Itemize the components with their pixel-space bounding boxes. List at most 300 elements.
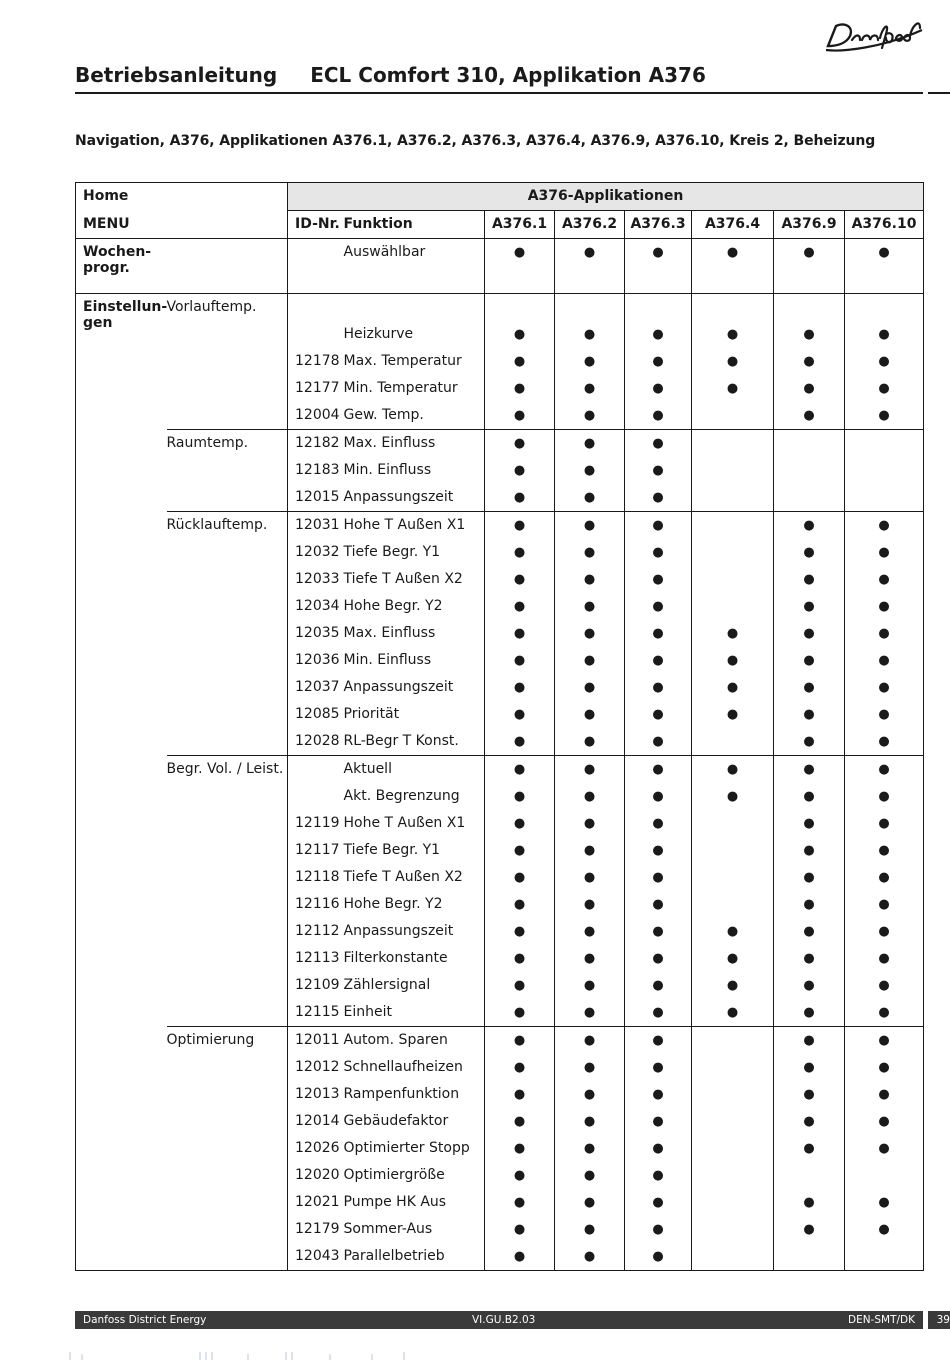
function-cell: Anpassungszeit	[343, 489, 454, 505]
availability-dot-icon: ●	[583, 381, 596, 396]
availability-cell	[555, 647, 625, 674]
function-cell: Max. Einfluss	[343, 625, 436, 641]
availability-dot-icon: ●	[583, 572, 596, 587]
availability-dot-icon: ●	[803, 327, 815, 342]
function-cell: Heizkurve	[343, 326, 414, 342]
availability-cell	[692, 810, 774, 837]
availability-dot-icon: ●	[726, 789, 739, 804]
availability-dot-icon: ●	[513, 572, 526, 587]
availability-dot-icon: ●	[583, 1005, 596, 1020]
availability-cell	[555, 294, 625, 322]
id-cell: 12021	[288, 1189, 344, 1216]
availability-dot-icon: ●	[652, 545, 664, 560]
availability-cell	[774, 620, 845, 647]
home-label: Home	[76, 183, 288, 211]
availability-dot-icon: ●	[878, 816, 890, 831]
availability-dot-icon: ●	[726, 924, 739, 939]
function-cell: Hohe Begr. Y2	[343, 598, 443, 614]
function-cell: Filterkonstante	[343, 950, 448, 966]
availability-cell	[845, 566, 924, 593]
availability-cell	[625, 945, 692, 972]
availability-cell	[485, 701, 555, 728]
availability-cell	[555, 321, 625, 348]
availability-dot-icon: ●	[652, 327, 664, 342]
availability-cell	[692, 566, 774, 593]
id-cell: 12013	[288, 1081, 344, 1108]
function-cell: Gew. Temp.	[343, 407, 424, 423]
function-cell: Optimierter Stopp	[343, 1140, 470, 1156]
availability-dot-icon: ●	[652, 816, 664, 831]
availability-dot-icon: ●	[583, 707, 596, 722]
function-cell: Schnellaufheizen	[343, 1059, 463, 1075]
availability-dot-icon: ●	[652, 1005, 664, 1020]
availability-cell	[774, 266, 845, 294]
availability-cell	[692, 1162, 774, 1189]
availability-dot-icon: ●	[652, 843, 664, 858]
availability-dot-icon: ●	[878, 1195, 890, 1210]
availability-dot-icon: ●	[878, 599, 890, 614]
availability-cell	[774, 539, 845, 566]
availability-cell	[774, 1081, 845, 1108]
availability-dot-icon: ●	[878, 707, 890, 722]
availability-cell	[555, 701, 625, 728]
availability-cell	[845, 402, 924, 430]
availability-dot-icon: ●	[803, 1033, 815, 1048]
availability-cell	[845, 266, 924, 294]
availability-cell	[845, 728, 924, 756]
availability-cell	[692, 918, 774, 945]
page-number: 39	[936, 1314, 950, 1326]
availability-cell	[692, 1189, 774, 1216]
sub-menu-cell: Optimierung	[167, 1027, 288, 1271]
function-header: Funktion	[344, 211, 485, 239]
function-cell: Pumpe HK Aus	[343, 1194, 447, 1210]
availability-dot-icon: ●	[513, 789, 526, 804]
function-cell: Sommer-Aus	[343, 1221, 433, 1237]
availability-cell	[625, 864, 692, 891]
availability-cell	[625, 620, 692, 647]
availability-cell	[845, 999, 924, 1027]
app-header-A376-1: A376.1	[485, 211, 555, 239]
availability-cell	[485, 457, 555, 484]
availability-cell	[485, 1162, 555, 1189]
sub-menu-cell: Begr. Vol. / Leist.	[167, 756, 288, 1027]
availability-cell	[774, 375, 845, 402]
availability-cell	[692, 999, 774, 1027]
availability-cell	[485, 348, 555, 375]
id-cell: 12032	[288, 539, 344, 566]
function-cell: Tiefe Begr. Y1	[343, 842, 441, 858]
id-header: ID-Nr.	[288, 211, 344, 239]
availability-cell	[485, 294, 555, 322]
availability-cell	[692, 512, 774, 540]
main-menu-cell: Einstellun- gen	[76, 294, 167, 1271]
availability-cell	[692, 972, 774, 999]
function-cell: Parallelbetrieb	[344, 1243, 485, 1271]
availability-cell	[625, 402, 692, 430]
function-cell: Akt. Begrenzung	[343, 788, 460, 804]
availability-cell	[555, 783, 625, 810]
availability-cell	[692, 756, 774, 784]
function-cell: Zählersignal	[343, 977, 431, 993]
availability-dot-icon: ●	[878, 327, 890, 342]
availability-cell	[774, 1162, 845, 1189]
availability-cell	[485, 999, 555, 1027]
availability-dot-icon: ●	[878, 1033, 890, 1048]
id-cell: 12035	[288, 620, 344, 647]
app-header-A376-4: A376.4	[692, 211, 774, 239]
availability-dot-icon: ●	[513, 381, 526, 396]
availability-dot-icon: ●	[878, 1141, 890, 1156]
table-row	[76, 756, 924, 784]
availability-dot-icon: ●	[513, 1005, 526, 1020]
availability-dot-icon: ●	[726, 1005, 739, 1020]
availability-dot-icon: ●	[726, 327, 739, 342]
availability-cell	[692, 1108, 774, 1135]
availability-cell	[774, 999, 845, 1027]
availability-cell	[692, 647, 774, 674]
availability-dot-icon: ●	[583, 327, 596, 342]
footer-page-number	[928, 1311, 950, 1329]
footer-doc-code: VI.GU.B2.03	[472, 1314, 536, 1326]
availability-cell	[774, 783, 845, 810]
availability-cell	[774, 321, 845, 348]
availability-cell	[845, 1054, 924, 1081]
availability-dot-icon: ●	[583, 599, 596, 614]
availability-cell	[845, 945, 924, 972]
availability-dot-icon: ●	[652, 897, 664, 912]
id-cell: 12182	[288, 430, 344, 458]
availability-cell	[625, 1081, 692, 1108]
app-header-A376-9: A376.9	[774, 211, 845, 239]
availability-cell	[774, 864, 845, 891]
availability-dot-icon: ●	[878, 870, 890, 885]
availability-cell	[485, 864, 555, 891]
availability-cell	[774, 701, 845, 728]
availability-dot-icon: ●	[878, 951, 890, 966]
availability-cell	[555, 864, 625, 891]
availability-dot-icon: ●	[652, 789, 664, 804]
availability-dot-icon: ●	[803, 518, 815, 533]
availability-cell	[692, 321, 774, 348]
id-cell	[288, 239, 344, 267]
availability-cell	[485, 402, 555, 430]
table-row	[76, 239, 924, 267]
availability-cell	[774, 918, 845, 945]
availability-dot-icon: ●	[652, 734, 664, 749]
id-cell: 12109	[288, 972, 344, 999]
availability-cell	[485, 566, 555, 593]
availability-cell	[625, 430, 692, 458]
availability-dot-icon: ●	[803, 408, 815, 423]
availability-cell	[625, 375, 692, 402]
availability-dot-icon: ●	[803, 978, 815, 993]
availability-dot-icon: ●	[726, 978, 739, 993]
availability-dot-icon: ●	[583, 762, 596, 777]
availability-cell	[692, 539, 774, 566]
availability-dot-icon: ●	[513, 354, 526, 369]
availability-dot-icon: ●	[652, 518, 664, 533]
apps-header: A376-Applikationen	[288, 183, 924, 211]
function-cell	[344, 294, 485, 322]
availability-cell	[555, 512, 625, 540]
availability-dot-icon: ●	[878, 408, 890, 423]
availability-dot-icon: ●	[652, 381, 664, 396]
availability-cell	[625, 566, 692, 593]
availability-cell	[845, 647, 924, 674]
id-cell: 12113	[288, 945, 344, 972]
availability-dot-icon: ●	[726, 354, 739, 369]
availability-cell	[485, 239, 555, 267]
table-row	[76, 294, 924, 322]
availability-cell	[485, 375, 555, 402]
availability-cell	[625, 918, 692, 945]
function-cell: Gebäudefaktor	[343, 1113, 449, 1129]
availability-dot-icon: ●	[878, 789, 890, 804]
availability-cell	[555, 375, 625, 402]
table-row	[76, 430, 924, 458]
availability-dot-icon: ●	[878, 1222, 890, 1237]
availability-cell	[555, 674, 625, 701]
availability-cell	[774, 972, 845, 999]
function-cell: Anpassungszeit	[343, 923, 454, 939]
availability-dot-icon: ●	[513, 463, 526, 478]
availability-cell	[625, 783, 692, 810]
availability-cell	[625, 1054, 692, 1081]
id-cell	[288, 783, 344, 810]
availability-dot-icon: ●	[726, 653, 739, 668]
id-cell: 12011	[288, 1027, 344, 1055]
availability-cell	[555, 837, 625, 864]
availability-dot-icon: ●	[803, 1222, 815, 1237]
availability-dot-icon: ●	[803, 653, 815, 668]
availability-dot-icon: ●	[513, 327, 526, 342]
availability-cell	[774, 1135, 845, 1162]
availability-cell	[625, 348, 692, 375]
sub-menu-cell	[167, 239, 288, 294]
availability-cell	[845, 972, 924, 999]
availability-dot-icon: ●	[803, 762, 815, 777]
availability-cell	[845, 239, 924, 267]
availability-dot-icon: ●	[652, 463, 664, 478]
availability-dot-icon: ●	[803, 707, 815, 722]
availability-cell	[845, 1108, 924, 1135]
availability-cell	[774, 402, 845, 430]
id-cell: 12183	[288, 457, 344, 484]
availability-dot-icon: ●	[513, 1033, 526, 1048]
availability-dot-icon: ●	[583, 626, 596, 641]
availability-cell	[625, 512, 692, 540]
table-row	[76, 512, 924, 540]
availability-dot-icon: ●	[803, 924, 815, 939]
id-cell: 12179	[288, 1216, 344, 1243]
availability-cell	[625, 837, 692, 864]
availability-cell	[555, 728, 625, 756]
availability-cell	[485, 918, 555, 945]
availability-cell	[625, 891, 692, 918]
availability-dot-icon: ●	[878, 572, 890, 587]
availability-dot-icon: ●	[803, 545, 815, 560]
availability-cell	[485, 1135, 555, 1162]
availability-dot-icon: ●	[513, 734, 526, 749]
availability-dot-icon: ●	[803, 1114, 815, 1129]
availability-cell	[845, 593, 924, 620]
availability-dot-icon: ●	[652, 626, 664, 641]
availability-cell	[555, 1027, 625, 1055]
availability-cell	[774, 348, 845, 375]
availability-dot-icon: ●	[583, 518, 596, 533]
availability-cell	[625, 1189, 692, 1216]
availability-cell	[692, 674, 774, 701]
availability-cell	[774, 512, 845, 540]
availability-cell	[774, 1108, 845, 1135]
id-cell	[288, 266, 344, 294]
availability-cell	[485, 756, 555, 784]
availability-cell	[555, 1189, 625, 1216]
availability-dot-icon: ●	[513, 408, 526, 423]
availability-dot-icon: ●	[878, 245, 890, 260]
availability-dot-icon: ●	[803, 1087, 815, 1102]
availability-cell	[555, 918, 625, 945]
availability-cell	[845, 783, 924, 810]
availability-cell	[774, 891, 845, 918]
availability-cell	[485, 945, 555, 972]
app-header-A376-3: A376.3	[625, 211, 692, 239]
availability-cell	[555, 1216, 625, 1243]
availability-dot-icon: ●	[583, 1168, 596, 1183]
footer-dept: DEN-SMT/DK	[847, 1314, 915, 1326]
availability-cell	[774, 1189, 845, 1216]
availability-dot-icon: ●	[583, 245, 596, 260]
availability-dot-icon: ●	[583, 816, 596, 831]
function-cell: Tiefe Begr. Y1	[343, 544, 441, 560]
header-row-home	[76, 183, 924, 211]
availability-dot-icon: ●	[513, 653, 526, 668]
availability-dot-icon: ●	[878, 518, 890, 533]
availability-cell	[485, 266, 555, 294]
availability-cell	[555, 239, 625, 267]
availability-cell	[692, 1216, 774, 1243]
availability-cell	[845, 321, 924, 348]
availability-dot-icon: ●	[583, 734, 596, 749]
id-cell: 12036	[288, 647, 344, 674]
availability-cell	[485, 539, 555, 566]
scan-artifact-marks	[60, 1352, 420, 1360]
availability-cell	[485, 837, 555, 864]
availability-dot-icon: ●	[652, 680, 664, 695]
availability-dot-icon: ●	[652, 490, 664, 505]
availability-cell	[625, 728, 692, 756]
availability-cell	[485, 512, 555, 540]
availability-cell	[692, 1081, 774, 1108]
availability-dot-icon: ●	[583, 951, 596, 966]
function-cell: Min. Temperatur	[343, 380, 458, 396]
availability-cell	[625, 457, 692, 484]
availability-cell	[845, 348, 924, 375]
availability-dot-icon: ●	[652, 1060, 664, 1075]
availability-cell	[485, 1216, 555, 1243]
id-cell: 12012	[288, 1054, 344, 1081]
availability-cell	[625, 999, 692, 1027]
function-cell: Optimiergröße	[343, 1167, 445, 1183]
availability-cell	[625, 810, 692, 837]
availability-cell	[555, 430, 625, 458]
availability-cell	[845, 1216, 924, 1243]
availability-cell	[692, 891, 774, 918]
availability-dot-icon: ●	[652, 1114, 664, 1129]
availability-dot-icon: ●	[803, 1005, 815, 1020]
availability-dot-icon: ●	[513, 1222, 526, 1237]
availability-dot-icon: ●	[652, 1222, 664, 1237]
availability-cell	[774, 756, 845, 784]
availability-dot-icon: ●	[803, 816, 815, 831]
header-rule-tail	[928, 92, 950, 94]
availability-dot-icon: ●	[583, 897, 596, 912]
availability-dot-icon: ●	[878, 924, 890, 939]
availability-cell	[555, 1054, 625, 1081]
availability-dot-icon: ●	[726, 680, 739, 695]
availability-cell	[692, 484, 774, 512]
id-cell	[288, 321, 344, 348]
id-cell: 12085	[288, 701, 344, 728]
availability-cell	[845, 701, 924, 728]
availability-dot-icon: ●	[878, 653, 890, 668]
availability-cell	[625, 647, 692, 674]
availability-cell	[692, 593, 774, 620]
availability-dot-icon: ●	[513, 951, 526, 966]
availability-dot-icon: ●	[878, 626, 890, 641]
id-cell: 12033	[288, 566, 344, 593]
availability-dot-icon: ●	[652, 408, 664, 423]
availability-cell	[555, 457, 625, 484]
availability-dot-icon: ●	[513, 490, 526, 505]
availability-cell	[774, 1216, 845, 1243]
availability-dot-icon: ●	[583, 1222, 596, 1237]
availability-cell	[625, 756, 692, 784]
availability-cell	[625, 294, 692, 322]
availability-cell	[555, 1135, 625, 1162]
id-cell: 12026	[288, 1135, 344, 1162]
availability-cell	[625, 1162, 692, 1189]
availability-dot-icon: ●	[803, 245, 815, 260]
sub-menu-cell: Rücklauftemp.	[167, 512, 288, 756]
id-cell: 12115	[288, 999, 344, 1027]
availability-cell	[555, 348, 625, 375]
availability-cell	[692, 945, 774, 972]
availability-cell	[485, 891, 555, 918]
availability-dot-icon: ●	[803, 599, 815, 614]
id-cell: 12177	[288, 375, 344, 402]
id-cell: 12116	[288, 891, 344, 918]
function-cell: Tiefe T Außen X2	[343, 571, 463, 587]
availability-dot-icon: ●	[583, 408, 596, 423]
page-header	[75, 63, 925, 87]
availability-cell	[485, 1081, 555, 1108]
availability-dot-icon: ●	[513, 599, 526, 614]
function-cell: Autom. Sparen	[344, 1027, 485, 1055]
availability-cell	[485, 321, 555, 348]
availability-cell	[485, 593, 555, 620]
availability-cell	[485, 674, 555, 701]
availability-cell	[692, 266, 774, 294]
function-cell: Hohe T Außen X1	[344, 512, 485, 540]
footer-bar	[75, 1311, 923, 1329]
availability-cell	[555, 1243, 625, 1271]
availability-cell	[845, 512, 924, 540]
availability-dot-icon: ●	[652, 572, 664, 587]
availability-dot-icon: ●	[803, 1195, 815, 1210]
availability-cell	[485, 484, 555, 512]
